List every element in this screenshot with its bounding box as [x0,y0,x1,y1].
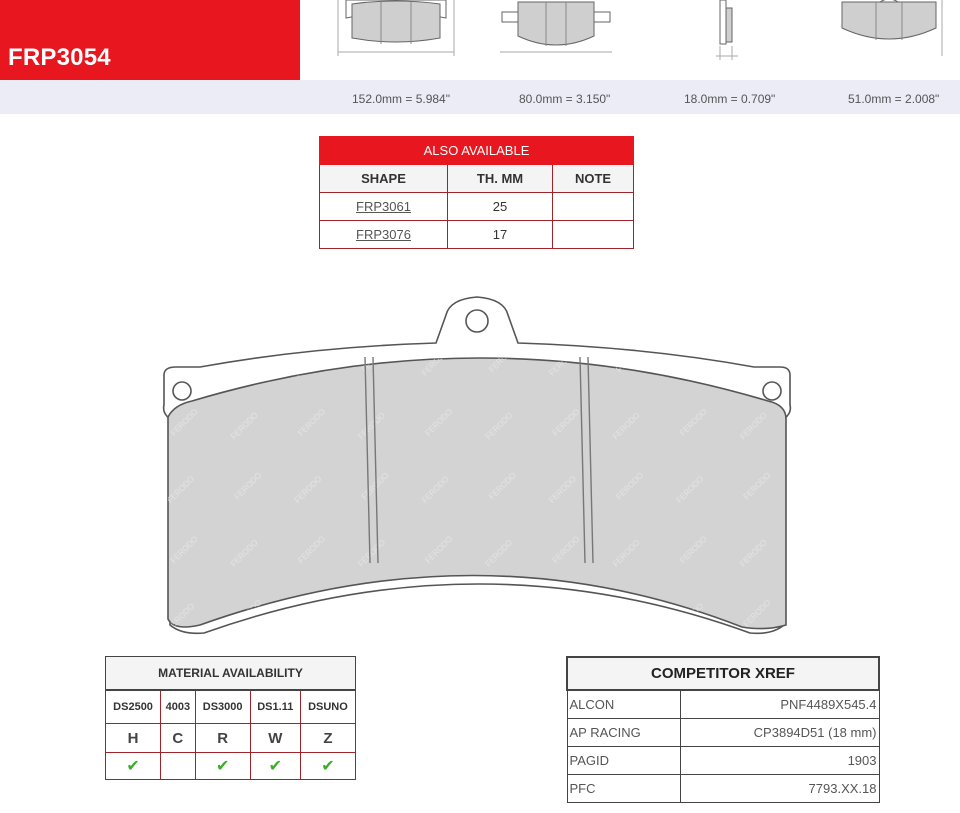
availability-cell [250,753,300,780]
column-header-shape: SHAPE [320,165,448,193]
pin-hole-right [763,382,781,400]
note-value [553,221,634,249]
availability-cell [300,753,355,780]
shape-link-frp3061[interactable]: FRP3061 [356,199,411,214]
compound-letter: C [161,724,195,753]
dimensions-band [0,80,960,114]
competitor-reference: 1903 [680,747,879,775]
competitor-brand: AP RACING [567,719,680,747]
compound-letter: R [195,724,250,753]
availability-cell [106,753,161,780]
competitor-brand: ALCON [567,690,680,719]
product-code: FRP3054 [8,44,111,71]
competitor-brand: PAGID [567,747,680,775]
note-value [553,193,634,221]
dimension-thickness: 18.0mm = 0.709" [684,92,776,106]
compound-letter: W [250,724,300,753]
table-row [320,221,634,249]
compound-letter: H [106,724,161,753]
front-view-thumbnail [336,0,456,62]
compound-header-dsuno: DSUNO [300,690,355,724]
check-icon: ✔ [268,758,282,775]
back-view-thumbnail [496,0,616,62]
material-availability-table [105,656,356,780]
table-row [567,690,879,719]
compound-header-ds3000: DS3000 [195,690,250,724]
also-available-table [319,136,634,249]
competitor-xref-table [566,656,880,803]
top-view-thumbnail [836,0,946,62]
pin-hole-left [173,382,191,400]
table-row [320,193,634,221]
dimension-height: 80.0mm = 3.150" [519,92,611,106]
thickness-value: 17 [448,221,553,249]
check-icon: ✔ [126,758,140,775]
compound-header-ds111: DS1.11 [250,690,300,724]
competitor-reference: 7793.XX.18 [680,775,879,803]
competitor-reference: CP3894D51 (18 mm) [680,719,879,747]
check-icon: ✔ [215,758,230,775]
also-available-title: ALSO AVAILABLE [320,137,634,165]
product-header [0,0,300,80]
table-row [567,719,879,747]
column-header-thickness: TH. MM [448,165,553,193]
compound-header-ds2500: DS2500 [106,690,161,724]
competitor-reference: PNF4489X545.4 [680,690,879,719]
compound-letter: Z [300,724,355,753]
check-icon: ✔ [321,758,335,775]
competitor-xref-title: COMPETITOR XREF [567,657,879,690]
dimension-depth: 51.0mm = 2.008" [848,92,940,106]
side-view-thumbnail [706,0,746,62]
material-availability-title: MATERIAL AVAILABILITY [106,657,356,691]
availability-cell [195,753,250,780]
dimension-width: 152.0mm = 5.984" [352,92,450,106]
competitor-brand: PFC [567,775,680,803]
brake-pad-drawing [160,295,794,635]
table-row [567,775,879,803]
availability-cell [161,753,195,780]
column-header-note: NOTE [553,165,634,193]
pin-hole-top [466,310,488,332]
compound-header-4003: 4003 [161,690,195,724]
shape-link-frp3076[interactable]: FRP3076 [356,227,411,242]
thickness-value: 25 [448,193,553,221]
table-row [567,747,879,775]
